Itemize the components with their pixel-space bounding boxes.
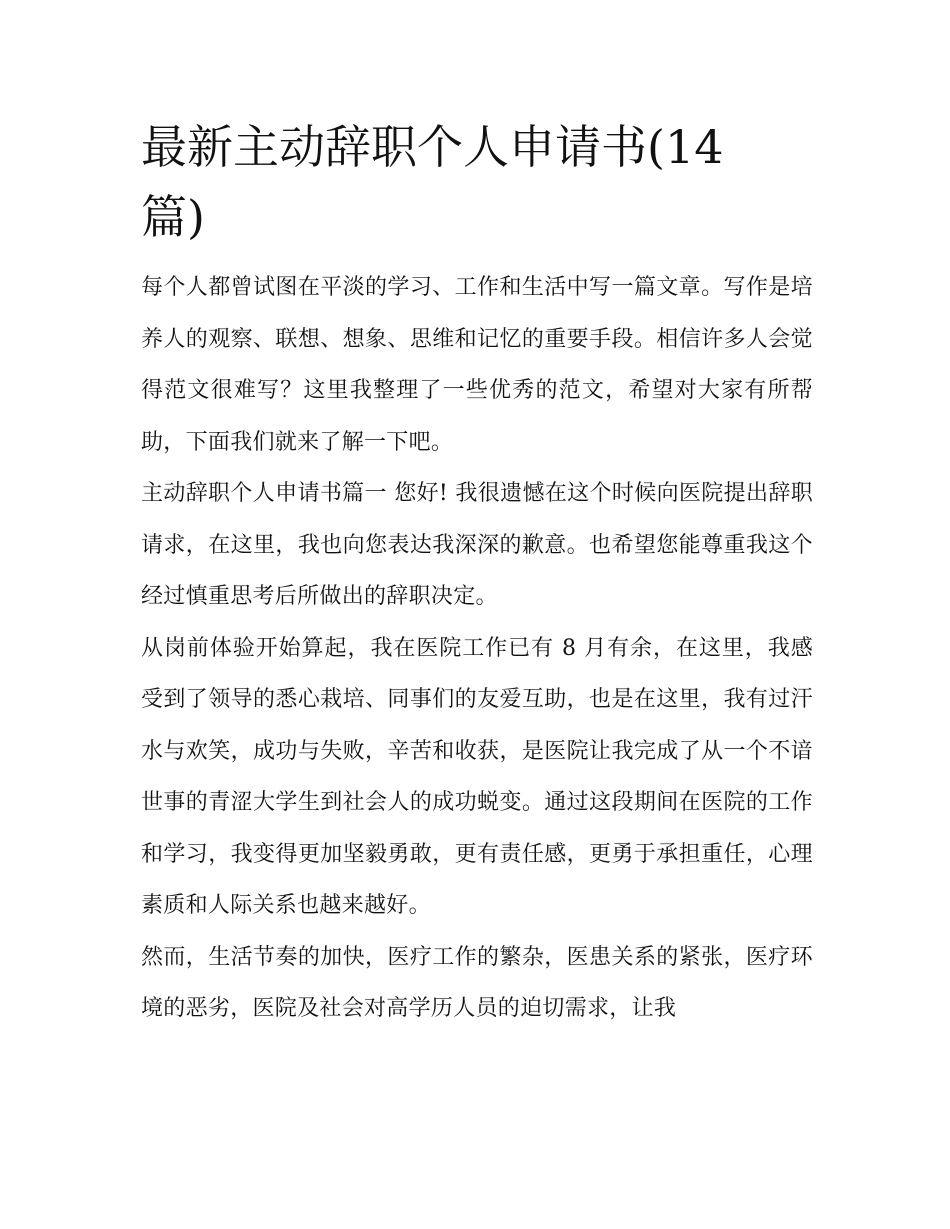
document-title: 最新主动辞职个人申请书(14篇) xyxy=(141,120,724,244)
paragraph-intro: 每个人都曾试图在平淡的学习、工作和生活中写一篇文章。写作是培养人的观察、联想、想象、思维和记忆的重要手段。相信许多人会觉得范文很难写？这里我整理了一些优秀的范文，希望对大家有所帮助，下面我们就来了解一下吧。 xyxy=(141,275,813,455)
paragraph-3: 然而，生活节奏的加快，医疗工作的繁杂，医患关系的紧张，医疗环境的恶劣，医院及社会对高学历人员的迫切需求，让我 xyxy=(141,944,813,1021)
document-page xyxy=(141,112,813,1035)
document-body xyxy=(141,262,813,1035)
paragraph-2: 从岗前体验开始算起，我在医院工作已有 8 月有余，在这里，我感受到了领导的悉心栽培、同事们的友爱互助，也是在这里，我有过汗水与欢笑，成功与失败，辛苦和收获，是医院让我完成了从一个不谙世事的青涩大学生到社会人的成功蜕变。通过这段期间在医院的工作和学习，我变得更加坚毅勇敢，更有责任感，更勇于承担重任，心理素质和人际关系也越来越好。 xyxy=(141,635,813,918)
paragraph-1: 主动辞职个人申请书篇一 您好! 我很遗憾在这个时候向医院提出辞职请求，在这里，我也向您表达我深深的歉意。也希望您能尊重我这个经过慎重思考后所做出的辞职决定。 xyxy=(141,481,813,609)
